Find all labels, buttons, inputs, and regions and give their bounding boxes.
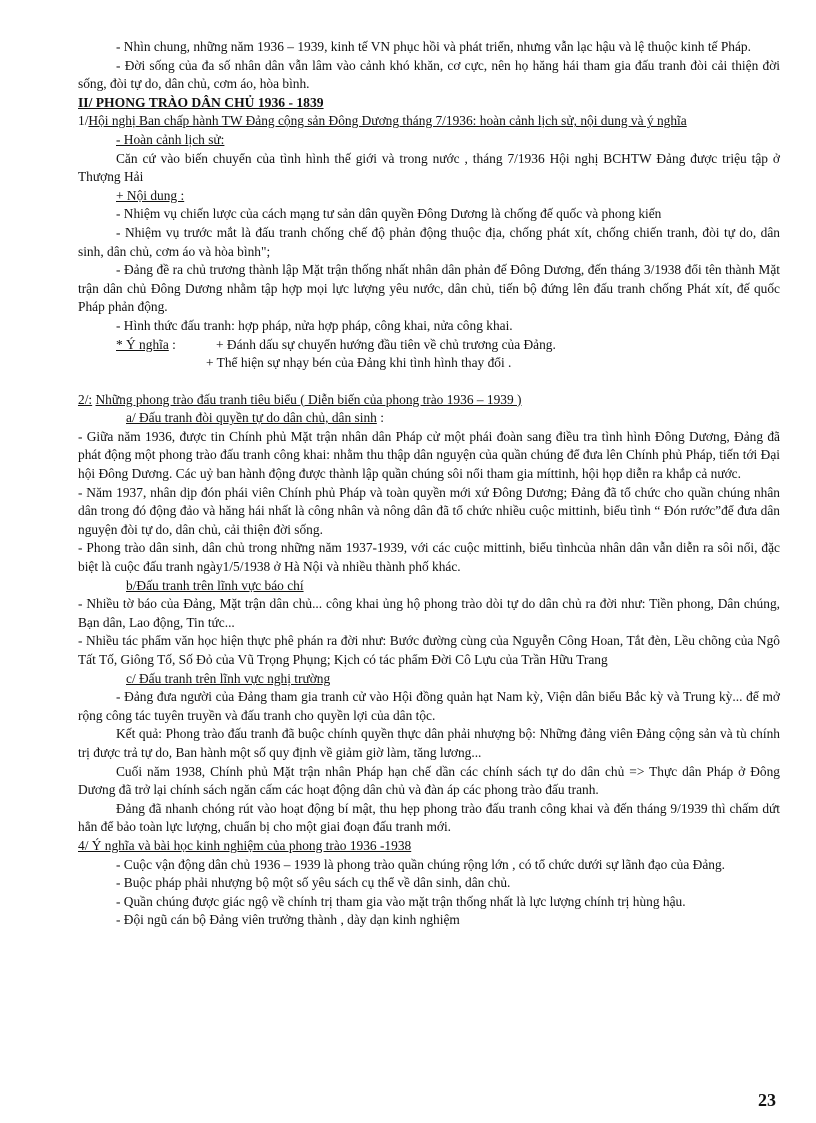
paragraph: - Nhiệm vụ chiến lược của cách mạng tư sản dân quyền Đông Dương là chống đế quốc và phong kiến [116, 206, 662, 222]
page-number: 23 [758, 1090, 776, 1110]
paragraph: - Đảng đề ra chủ trương thành lập Mặt trận thống nhất nhân dân phản đế Đông Dương, đến tháng 3/1938 đổi tên thành Mặt trận dân chủ Đông Dương nhằm tập hợp mọi lực lượng yêu nước, dân chủ, tiến bộ đứng lên đấu tranh chống Phát xít, đế quốc Pháp phản động. [78, 262, 780, 315]
subsection-heading: 4/ Ý nghĩa và bài học kinh nghiệm của phong trào 1936 -1938 [78, 837, 412, 853]
paragraph: - Hình thức đấu tranh: hợp pháp, nửa hợp pháp, công khai, nửa công khai. [116, 317, 513, 333]
meaning-label: * Ý nghĩa [116, 336, 169, 352]
paragraph: - Đội ngũ cán bộ Đảng viên trưởng thành , dày dạn kinh nghiệm [116, 912, 460, 928]
paragraph: Kết quả: Phong trào đấu tranh đã buộc chính quyền thực dân phải nhượng bộ: Những đảng viên Đảng cộng sản và tù chính trị được trả tự do, Ban hành một số quy định về giảm giờ làm, tăng lương... [78, 726, 780, 760]
paragraph: - Năm 1937, nhân dịp đón phái viên Chính phủ Pháp và toàn quyền mới xứ Đông Dương; Đảng đã tổ chức cho quần chúng nhân dân trong đó động đảo và hăng hái nhất là công nhân và nông dân đã tổ chức nhiều cuộc mittinh, biểu tình “ Đón rước”để đưa dân nguyện đòi tự do, dân chủ, cải thiện đời sống. [78, 484, 780, 537]
subsection-heading [78, 391, 780, 410]
meaning-block: * Ý nghĩa : + Đánh dấu sự chuyển hướng đầu tiên về chủ trương của Đảng. [78, 336, 780, 355]
document-page [78, 38, 780, 930]
paragraph: - Quần chúng được giác ngộ về chính trị tham gia vào mặt trận thống nhất là lực lượng chính trị hùng hậu. [116, 893, 686, 909]
paragraph: - Phong trào dân sinh, dân chủ trong những năm 1937-1939, với các cuộc mittinh, biểu tìnhcủa nhân dân vẫn diễn ra sôi nổi, đặc biệt là cuộc đấu tranh ngày1/5/1938 ở Hà Nội và nhiều thành phố khác. [78, 540, 780, 575]
paragraph: Căn cứ vào biến chuyển của tình hình thế giới và trong nước , tháng 7/1936 Hội nghị BCHTW Đảng được triệu tập ở Thượng Hải [78, 150, 780, 185]
paragraph: Đảng đã nhanh chóng rút vào hoạt động bí mật, thu hẹp phong trào đấu tranh công khai và đến tháng 9/1939 thì chấm dứt hẳn để bảo toàn lực lượng, chuẩn bị cho một giai đoạn đấu tranh mới. [78, 800, 780, 835]
topic-heading: c/ Đấu tranh trên lĩnh vực nghị trường [126, 670, 331, 686]
paragraph: Cuối năm 1938, Chính phủ Mặt trận nhân Pháp hạn chế dần các chính sách tự do dân chủ => Thực dân Pháp ở Đông Dương đã trở lại chính sách ngăn cấm các hoạt động dân chủ và đàn áp các phong trào đấu tranh. [78, 763, 780, 798]
topic-heading: - Hoàn cảnh lịch sử: [116, 131, 225, 147]
topic-heading: + Nội dung : [116, 187, 185, 203]
paragraph: - Cuộc vận động dân chủ 1936 – 1939 là phong trào quần chúng rộng lớn , có tổ chức dưới sự lãnh đạo của Đảng. [116, 856, 725, 872]
paragraph: - Đảng đưa người của Đảng tham gia tranh cử vào Hội đồng quản hạt Nam kỳ, Viện dân biểu Bắc kỳ và Trung kỳ... để mở rộng công tác tuyên truyền và đấu tranh cho quyền lợi của dân tộc. [78, 689, 780, 723]
subsection-number: 1/ [78, 113, 89, 129]
meaning-item: + Đánh dấu sự chuyển hướng đầu tiên về chủ trương của Đảng. [216, 336, 556, 352]
paragraph: - Nhiệm vụ trước mắt là đấu tranh chống chế độ phản động thuộc địa, chống phát xít, chống chiến tranh, đòi tự do, dân sinh, dân chủ, cơm áo và hòa bình"; [78, 224, 780, 259]
subsection-title: Hội nghị Ban chấp hành TW Đảng cộng sản Đông Dương tháng 7/1936: hoàn cảnh lịch sử, nội dung và ý nghĩa [88, 113, 687, 129]
spacer [78, 373, 780, 391]
topic-heading: b/Đấu tranh trên lĩnh vực báo chí [126, 577, 304, 593]
subsection-title: Những phong trào đấu tranh tiêu biểu ( Diễn biến của phong trào 1936 – 1939 ) [95, 391, 522, 407]
paragraph: - Nhìn chung, những năm 1936 – 1939, kinh tế VN phục hồi và phát triển, nhưng vẫn lạc hậu và lệ thuộc kinh tế Pháp. [116, 39, 751, 54]
topic-heading: a/ Đấu tranh đòi quyền tự do dân chủ, dân sinh : [126, 410, 384, 426]
subsection-heading [78, 112, 780, 131]
paragraph: - Đời sống của đa số nhân dân vẫn lâm vào cảnh khó khăn, cơ cực, nên họ hăng hái tham gia đấu tranh đòi cải thiện đời sống, đòi tự do, dân chủ, cơm áo, hòa bình. [78, 57, 780, 92]
meaning-item: + Thể hiện sự nhạy bén của Đảng khi tình hình thay đổi . [206, 355, 512, 371]
paragraph: - Nhiều tác phẩm văn học hiện thực phê phán ra đời như: Bước đường cùng của Nguyễn Công Hoan, Tắt đèn, Lều chõng của Ngô Tất Tố, Giông Tố, Số Đỏ của Vũ Trọng Phụng; Kịch có tác phẩm Đời Cô Lựu của Trần Hữu Trang [78, 633, 780, 667]
paragraph: - Buộc pháp phải nhượng bộ một số yêu sách cụ thể về dân sinh, dân chủ. [116, 875, 511, 891]
paragraph: - Giữa năm 1936, được tin Chính phủ Mặt trận nhân dân Pháp cử một phái đoàn sang điều tra tình hình Đông Dương, Đảng đã phát động một phong trào đấu tranh công khai: nhằm thu thập dân nguyện của quần chúng để đưa lên Chính phủ Pháp, tiến tới Đại hội Đông Dương. Các uỷ ban hành động được thành lập quần chúng sôi nổi tham gia míttinh, hội họp diễn ra khắp cả nước. [78, 428, 780, 482]
section-heading: II/ PHONG TRÀO DÂN CHỦ 1936 - 1839 [78, 94, 324, 110]
paragraph: - Nhiều tờ báo của Đảng, Mặt trận dân chủ... công khai ủng hộ phong trào dòi tự do dân chủ ra đời như: Tiền phong, Dân chúng, Bạn dân, Lao động, Tin tức... [78, 596, 780, 630]
subsection-number: 2/: [78, 391, 93, 407]
